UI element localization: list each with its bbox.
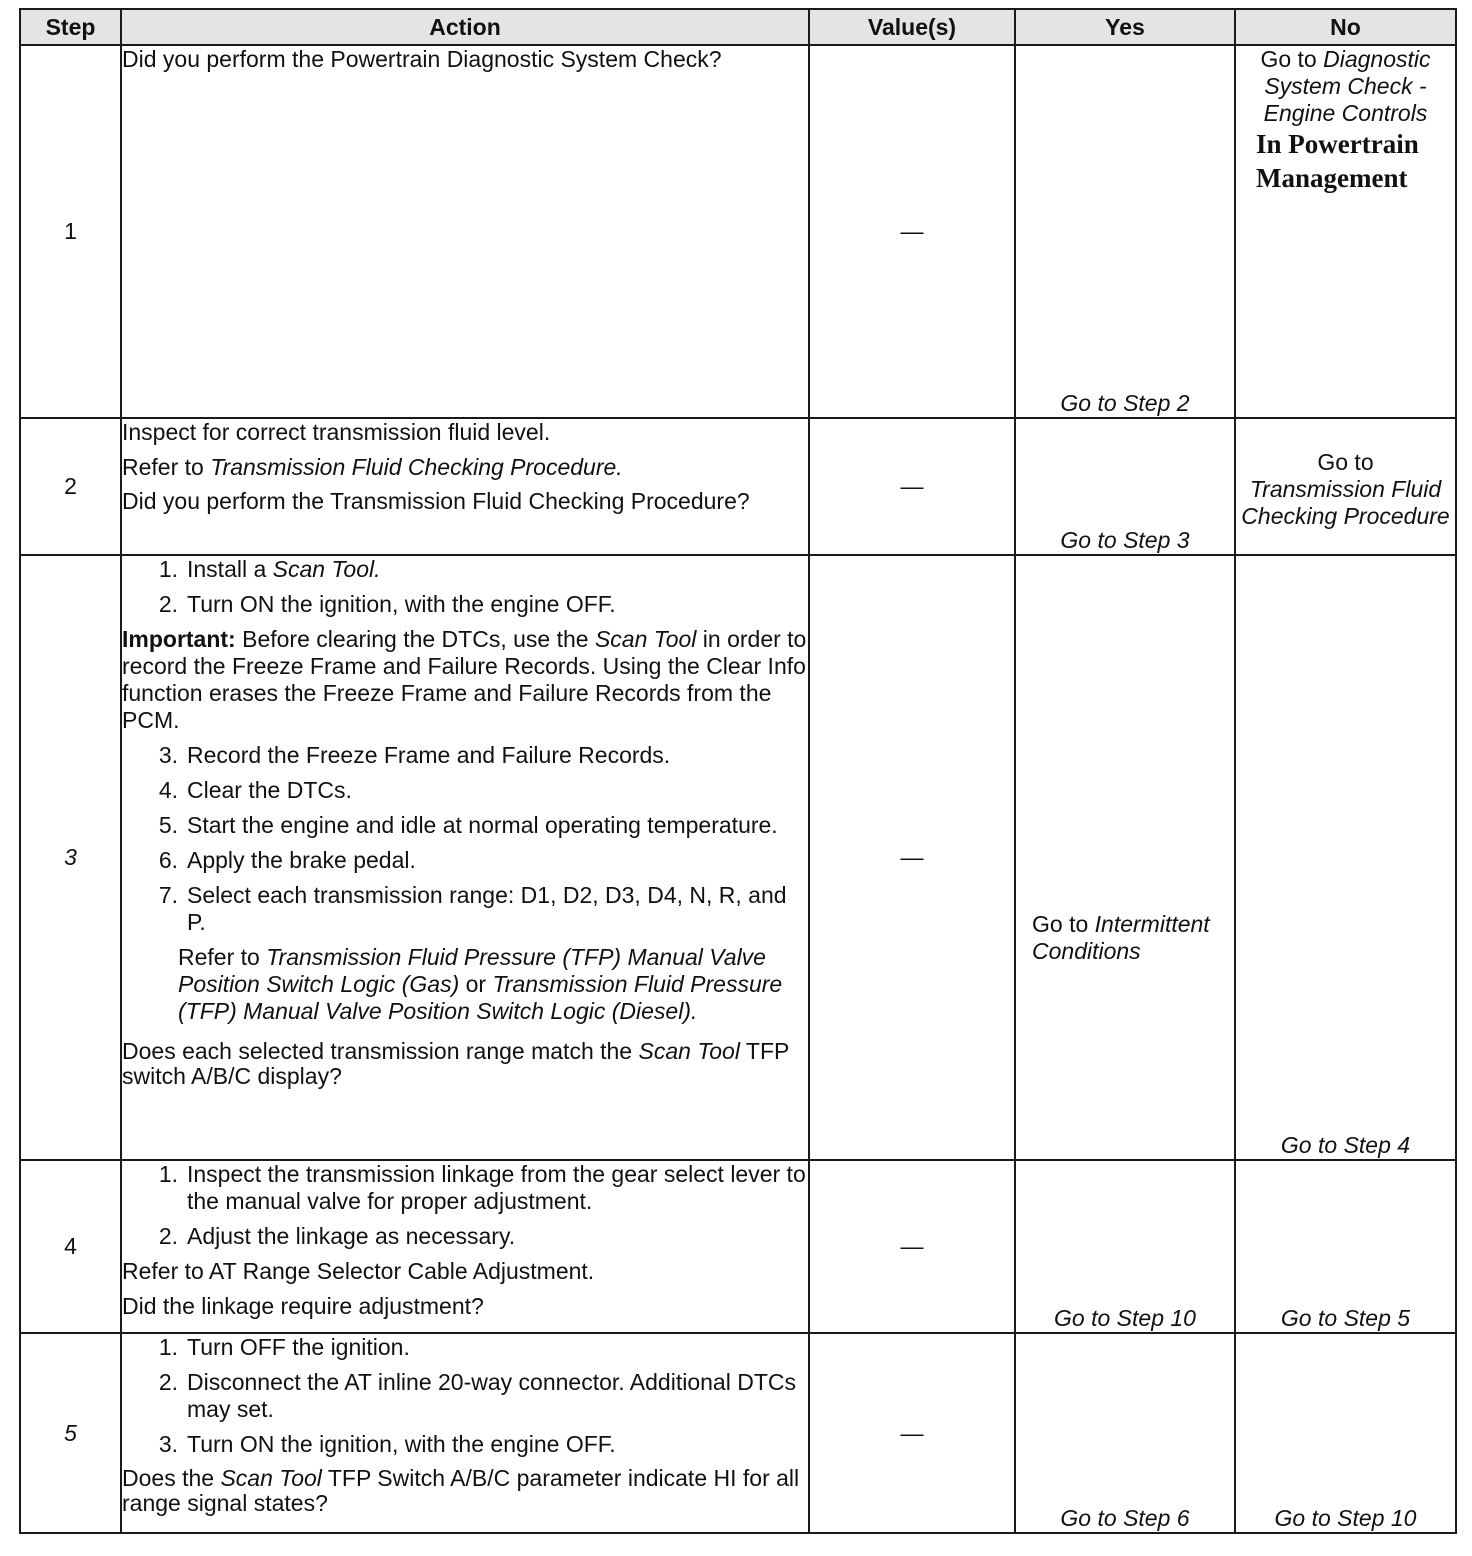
no-link[interactable]: Transmission Fluid Checking Procedure bbox=[1241, 476, 1450, 529]
list-item: 7. Select each transmission range: D1, D2, D3, D4, N, R, and P. bbox=[122, 882, 808, 936]
list-item-text: Adjust the linkage as necessary. bbox=[187, 1223, 516, 1249]
no-link-prefix: Go to bbox=[1317, 449, 1374, 475]
list-item-text: Install a bbox=[187, 556, 273, 582]
no-link-note: In Powertrain Management bbox=[1256, 129, 1419, 193]
action-question: Did the linkage require adjustment? bbox=[122, 1293, 484, 1319]
value-cell: — bbox=[809, 555, 1015, 1160]
header-row bbox=[20, 9, 1456, 45]
action-question bbox=[122, 1039, 808, 1089]
scan-tool-term: Scan Tool. bbox=[272, 556, 381, 582]
header-values: Value(s) bbox=[809, 9, 1015, 45]
yes-link[interactable]: Go to Step 2 bbox=[1060, 390, 1190, 416]
step-number: 1 bbox=[20, 45, 121, 418]
header-yes: Yes bbox=[1015, 9, 1235, 45]
table-row-step-1 bbox=[20, 45, 1456, 418]
question-text: Does the bbox=[122, 1465, 221, 1491]
question-text: Does each selected transmission range match the bbox=[122, 1038, 639, 1064]
list-item-text: Record the Freeze Frame and Failure Records. bbox=[187, 742, 671, 768]
no-link-target: Diagnostic System Check - Engine Controls bbox=[1263, 46, 1431, 126]
action-cell bbox=[121, 1160, 809, 1333]
yes-link[interactable]: Go to Step 6 bbox=[1060, 1505, 1190, 1531]
no-cell bbox=[1235, 1333, 1456, 1533]
action-question: Did you perform the Transmission Fluid Checking Procedure? bbox=[122, 488, 750, 514]
step-number: 2 bbox=[20, 418, 121, 555]
action-reference bbox=[122, 454, 808, 481]
list-item: 1. Inspect the transmission linkage from the gear select lever to the manual valve for proper adjustment. bbox=[122, 1161, 808, 1215]
action-reference: Refer to AT Range Selector Cable Adjustment. bbox=[122, 1258, 595, 1284]
list-item: 3. Turn ON the ignition, with the engine OFF. bbox=[122, 1431, 808, 1458]
action-question: Did you perform the Powertrain Diagnostic System Check? bbox=[122, 46, 722, 72]
action-text: Inspect for correct transmission fluid level. bbox=[122, 419, 551, 445]
action-question bbox=[122, 1466, 808, 1516]
question-text: TFP Switch A/B/C parameter indicate HI for all range signal states? bbox=[122, 1465, 800, 1516]
scan-tool-term: Scan Tool bbox=[638, 1038, 740, 1064]
step-number: 4 bbox=[20, 1160, 121, 1333]
no-link[interactable]: Go to Step 5 bbox=[1280, 1305, 1411, 1331]
reference-or: or bbox=[459, 971, 493, 997]
important-label: Important: bbox=[122, 626, 236, 652]
reference-prefix: Refer to bbox=[122, 454, 211, 480]
list-item: 1. Install a Scan Tool. bbox=[158, 556, 381, 582]
list-item-text: Turn ON the ignition, with the engine OFF. bbox=[187, 1431, 616, 1457]
no-link[interactable]: Go to Step 4 bbox=[1280, 1132, 1411, 1158]
important-text: in order to record the Freeze Frame and Failure Records. Using the Clear Info function erases the Freeze Frame and Failure Records from the PCM. bbox=[122, 626, 807, 733]
header-no: No bbox=[1235, 9, 1456, 45]
value-cell: — bbox=[809, 1160, 1015, 1333]
important-text: Before clearing the DTCs, use the bbox=[235, 626, 595, 652]
yes-link[interactable]: Go to Step 3 bbox=[1060, 527, 1190, 553]
list-item: 2. Turn ON the ignition, with the engine OFF. bbox=[122, 591, 808, 618]
yes-link-prefix: Go to bbox=[1032, 911, 1095, 937]
no-link[interactable]: Go to Step 10 bbox=[1274, 1505, 1417, 1531]
yes-link[interactable]: Intermittent Conditions bbox=[1032, 911, 1210, 964]
step-number: 3 bbox=[20, 555, 121, 1160]
step-number: 5 bbox=[20, 1333, 121, 1533]
no-cell bbox=[1235, 555, 1456, 1160]
reference-procedure[interactable]: Transmission Fluid Checking Procedure. bbox=[210, 454, 623, 480]
list-item: 5. Start the engine and idle at normal operating temperature. bbox=[122, 812, 808, 839]
list-item: 2. Adjust the linkage as necessary. bbox=[122, 1223, 808, 1250]
list-item: 6. Apply the brake pedal. bbox=[122, 847, 808, 874]
table-row-step-3 bbox=[20, 555, 1456, 1160]
yes-cell bbox=[1015, 418, 1235, 555]
no-link[interactable] bbox=[1236, 46, 1455, 127]
no-link-prefix: Go to bbox=[1260, 46, 1324, 72]
list-item: 4. Clear the DTCs. bbox=[122, 777, 808, 804]
yes-cell bbox=[1015, 1333, 1235, 1533]
list-item-text: Disconnect the AT inline 20-way connector. Additional DTCs may set. bbox=[187, 1369, 796, 1422]
scan-tool-term: Scan Tool bbox=[220, 1465, 322, 1491]
header-step: Step bbox=[20, 9, 121, 45]
list-item: 2. Disconnect the AT inline 20-way connector. Additional DTCs may set. bbox=[122, 1369, 808, 1423]
list-item-text: Select each transmission range: D1, D2, D3, D4, N, R, and P. bbox=[187, 882, 787, 935]
reference-link-gas[interactable]: Transmission Fluid Pressure (TFP) Manual Valve Position Switch Logic (Gas) bbox=[178, 944, 766, 997]
important-note bbox=[122, 626, 808, 734]
yes-cell bbox=[1015, 555, 1235, 1160]
header-action: Action bbox=[121, 9, 809, 45]
value-cell: — bbox=[809, 45, 1015, 418]
list-item-text: Clear the DTCs. bbox=[187, 777, 352, 803]
no-cell bbox=[1235, 45, 1456, 418]
action-cell bbox=[121, 45, 809, 418]
action-cell bbox=[121, 555, 809, 1160]
yes-link[interactable]: Go to Step 10 bbox=[1054, 1305, 1196, 1331]
list-item-text: Turn ON the ignition, with the engine OFF. bbox=[187, 591, 616, 617]
scan-tool-term: Scan Tool bbox=[594, 626, 697, 652]
no-cell bbox=[1235, 418, 1456, 555]
reference-prefix: Refer to bbox=[178, 944, 267, 970]
action-cell bbox=[121, 1333, 809, 1533]
table-row-step-5 bbox=[20, 1333, 1456, 1533]
value-cell: — bbox=[809, 418, 1015, 555]
table-row-step-2 bbox=[20, 418, 1456, 555]
table-row-step-4 bbox=[20, 1160, 1456, 1333]
list-item: 3. Record the Freeze Frame and Failure Records. bbox=[122, 742, 808, 769]
reference-link-diesel[interactable]: Transmission Fluid Pressure (TFP) Manual Valve Position Switch Logic (Diesel). bbox=[178, 971, 783, 1024]
list-item-text: Apply the brake pedal. bbox=[187, 847, 416, 873]
diagnostic-table bbox=[19, 8, 1457, 1534]
yes-cell bbox=[1015, 1160, 1235, 1333]
question-text: TFP switch A/B/C display? bbox=[122, 1038, 789, 1089]
no-cell bbox=[1235, 1160, 1456, 1333]
list-item-text: Inspect the transmission linkage from the gear select lever to the manual valve for proper adjustment. bbox=[187, 1161, 806, 1214]
list-item-text: Turn OFF the ignition. bbox=[187, 1334, 410, 1360]
list-item-text: Start the engine and idle at normal operating temperature. bbox=[187, 812, 778, 838]
reference-note bbox=[122, 944, 808, 1025]
list-item: 1. Turn OFF the ignition. bbox=[122, 1334, 808, 1361]
action-cell bbox=[121, 418, 809, 555]
yes-cell bbox=[1015, 45, 1235, 418]
value-cell: — bbox=[809, 1333, 1015, 1533]
